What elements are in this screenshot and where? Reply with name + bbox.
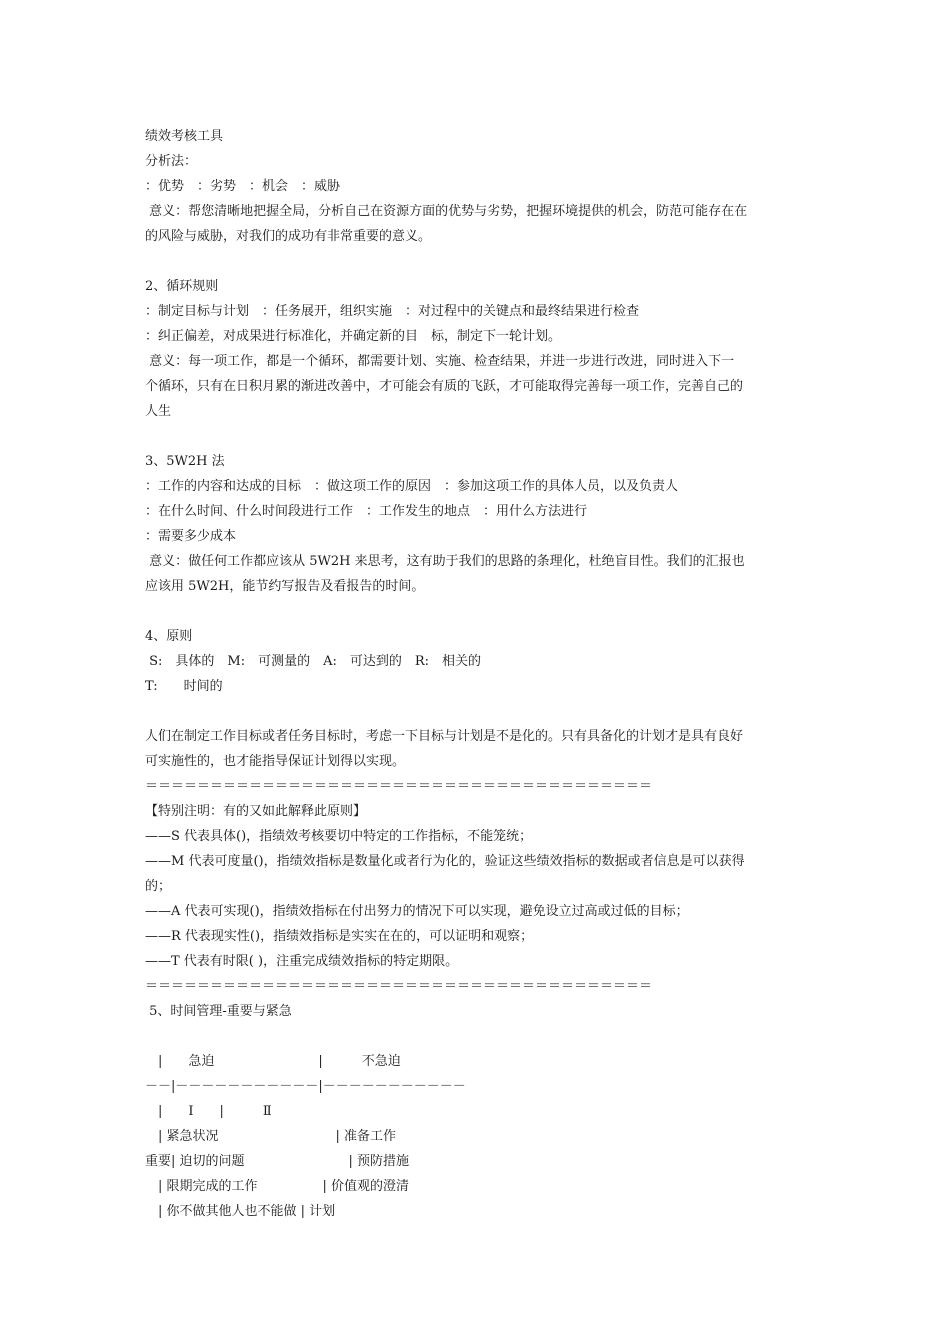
- matrix-row: 重要| 迫切的问题 | 预防措施: [145, 1154, 410, 1169]
- blank-line: [145, 599, 810, 624]
- matrix-rule-row: －－|－－－－－－－－－－－|－－－－－－－－－－－: [145, 1079, 466, 1094]
- document-title: 绩效考核工具: [145, 129, 224, 144]
- matrix-row: | 紧急状况 | 准备工作: [145, 1129, 397, 1144]
- pdca-line: ：纠正偏差，对成果进行标准化，并确定新的目 标，制定下一轮计划。: [145, 329, 562, 344]
- note-m: ——M 代表可度量()，指绩效指标是数量化或者行为化的，验证这些绩效指标的数据或者信息是可以获得: [145, 854, 745, 869]
- smart-line: T: 时间的: [145, 679, 223, 694]
- w5h2-line: ：需要多少成本: [145, 529, 237, 544]
- matrix-header-row: | 急迫 | 不急迫: [145, 1054, 401, 1069]
- note-t: ——T 代表有时限( )，注重完成绩效指标的特定期限。: [145, 954, 459, 969]
- w5h2-line: ：在什么时间、什么时间段进行工作 ：工作发生的地点 ：用什么方法进行: [145, 504, 588, 519]
- matrix-quadrant-row: | Ⅰ | Ⅱ: [145, 1104, 272, 1119]
- separator-line: ＝＝＝＝＝＝＝＝＝＝＝＝＝＝＝＝＝＝＝＝＝＝＝＝＝＝＝＝＝＝＝＝＝＝＝＝＝＝＝: [145, 979, 653, 994]
- blank-line: [145, 1024, 810, 1049]
- w5h2-line: ：工作的内容和达成的目标 ：做这项工作的原因 ：参加这项工作的具体人员，以及负责人: [145, 479, 679, 494]
- smart-paragraph-line: 可实施性的，也才能指导保证计划得以实现。: [145, 754, 406, 769]
- blank-line: [145, 424, 810, 449]
- pdca-heading: 2、循环规则: [145, 279, 219, 294]
- matrix-row: | 你不做其他人也不能做 | 计划: [145, 1204, 336, 1219]
- swot-items: ：优势 ：劣势 ：机会 ：威胁: [145, 179, 341, 194]
- w5h2-meaning-line: 意义：做任何工作都应该从 5W2H 来思考，这有助于我们的思路的条理化，杜绝盲目性。我们的汇报也: [145, 554, 745, 569]
- smart-line: S: 具体的 M: 可测量的 A: 可达到的 R: 相关的: [145, 654, 482, 669]
- note-r: ——R 代表现实性()，指绩效指标是实实在在的，可以证明和观察；: [145, 929, 534, 944]
- note-a: ——A 代表可实现()，指绩效指标在付出努力的情况下可以实现，避免设立过高或过低的目标；: [145, 904, 689, 919]
- swot-meaning-line: 的风险与威胁，对我们的成功有非常重要的意义。: [145, 229, 432, 244]
- smart-heading: 4、原则: [145, 629, 193, 644]
- separator-line: ＝＝＝＝＝＝＝＝＝＝＝＝＝＝＝＝＝＝＝＝＝＝＝＝＝＝＝＝＝＝＝＝＝＝＝＝＝＝＝: [145, 779, 653, 794]
- pdca-meaning-line: 意义：每一项工作，都是一个循环，都需要计划、实施、检查结果，并进一步进行改进，同时进入下一: [145, 354, 735, 369]
- note-s: ——S 代表具体()，指绩效考核要切中特定的工作指标，不能笼统；: [145, 829, 533, 844]
- matrix-row: | 限期完成的工作 | 价值观的澄清: [145, 1179, 410, 1194]
- document-page: [145, 124, 810, 1224]
- swot-meaning-line: 意义：帮您清晰地把握全局，分析自己在资源方面的优势与劣势，把握环境提供的机会，防范可能存在在: [145, 204, 748, 219]
- blank-line: [145, 249, 810, 274]
- pdca-meaning-line: 人生: [145, 404, 172, 419]
- time-mgmt-heading: 5、时间管理-重要与紧急: [145, 1004, 292, 1019]
- w5h2-heading: 3、5W2H 法: [145, 454, 225, 469]
- pdca-line: ：制定目标与计划 ：任务展开，组织实施 ：对过程中的关键点和最终结果进行检查: [145, 304, 640, 319]
- swot-heading: 分析法：: [145, 154, 198, 169]
- note-m-continued: 的；: [145, 879, 172, 894]
- pdca-meaning-line: 个循环，只有在日积月累的渐进改善中，才可能会有质的飞跃，才可能取得完善每一项工作，完善自己的: [145, 379, 744, 394]
- note-title: 【特别注明：有的又如此解释此原则】: [145, 804, 367, 819]
- blank-line: [145, 699, 810, 724]
- w5h2-meaning-line: 应该用 5W2H，能节约写报告及看报告的时间。: [145, 579, 425, 594]
- smart-paragraph-line: 人们在制定工作目标或者任务目标时，考虑一下目标与计划是不是化的。只有具备化的计划才是具有良好: [145, 729, 744, 744]
